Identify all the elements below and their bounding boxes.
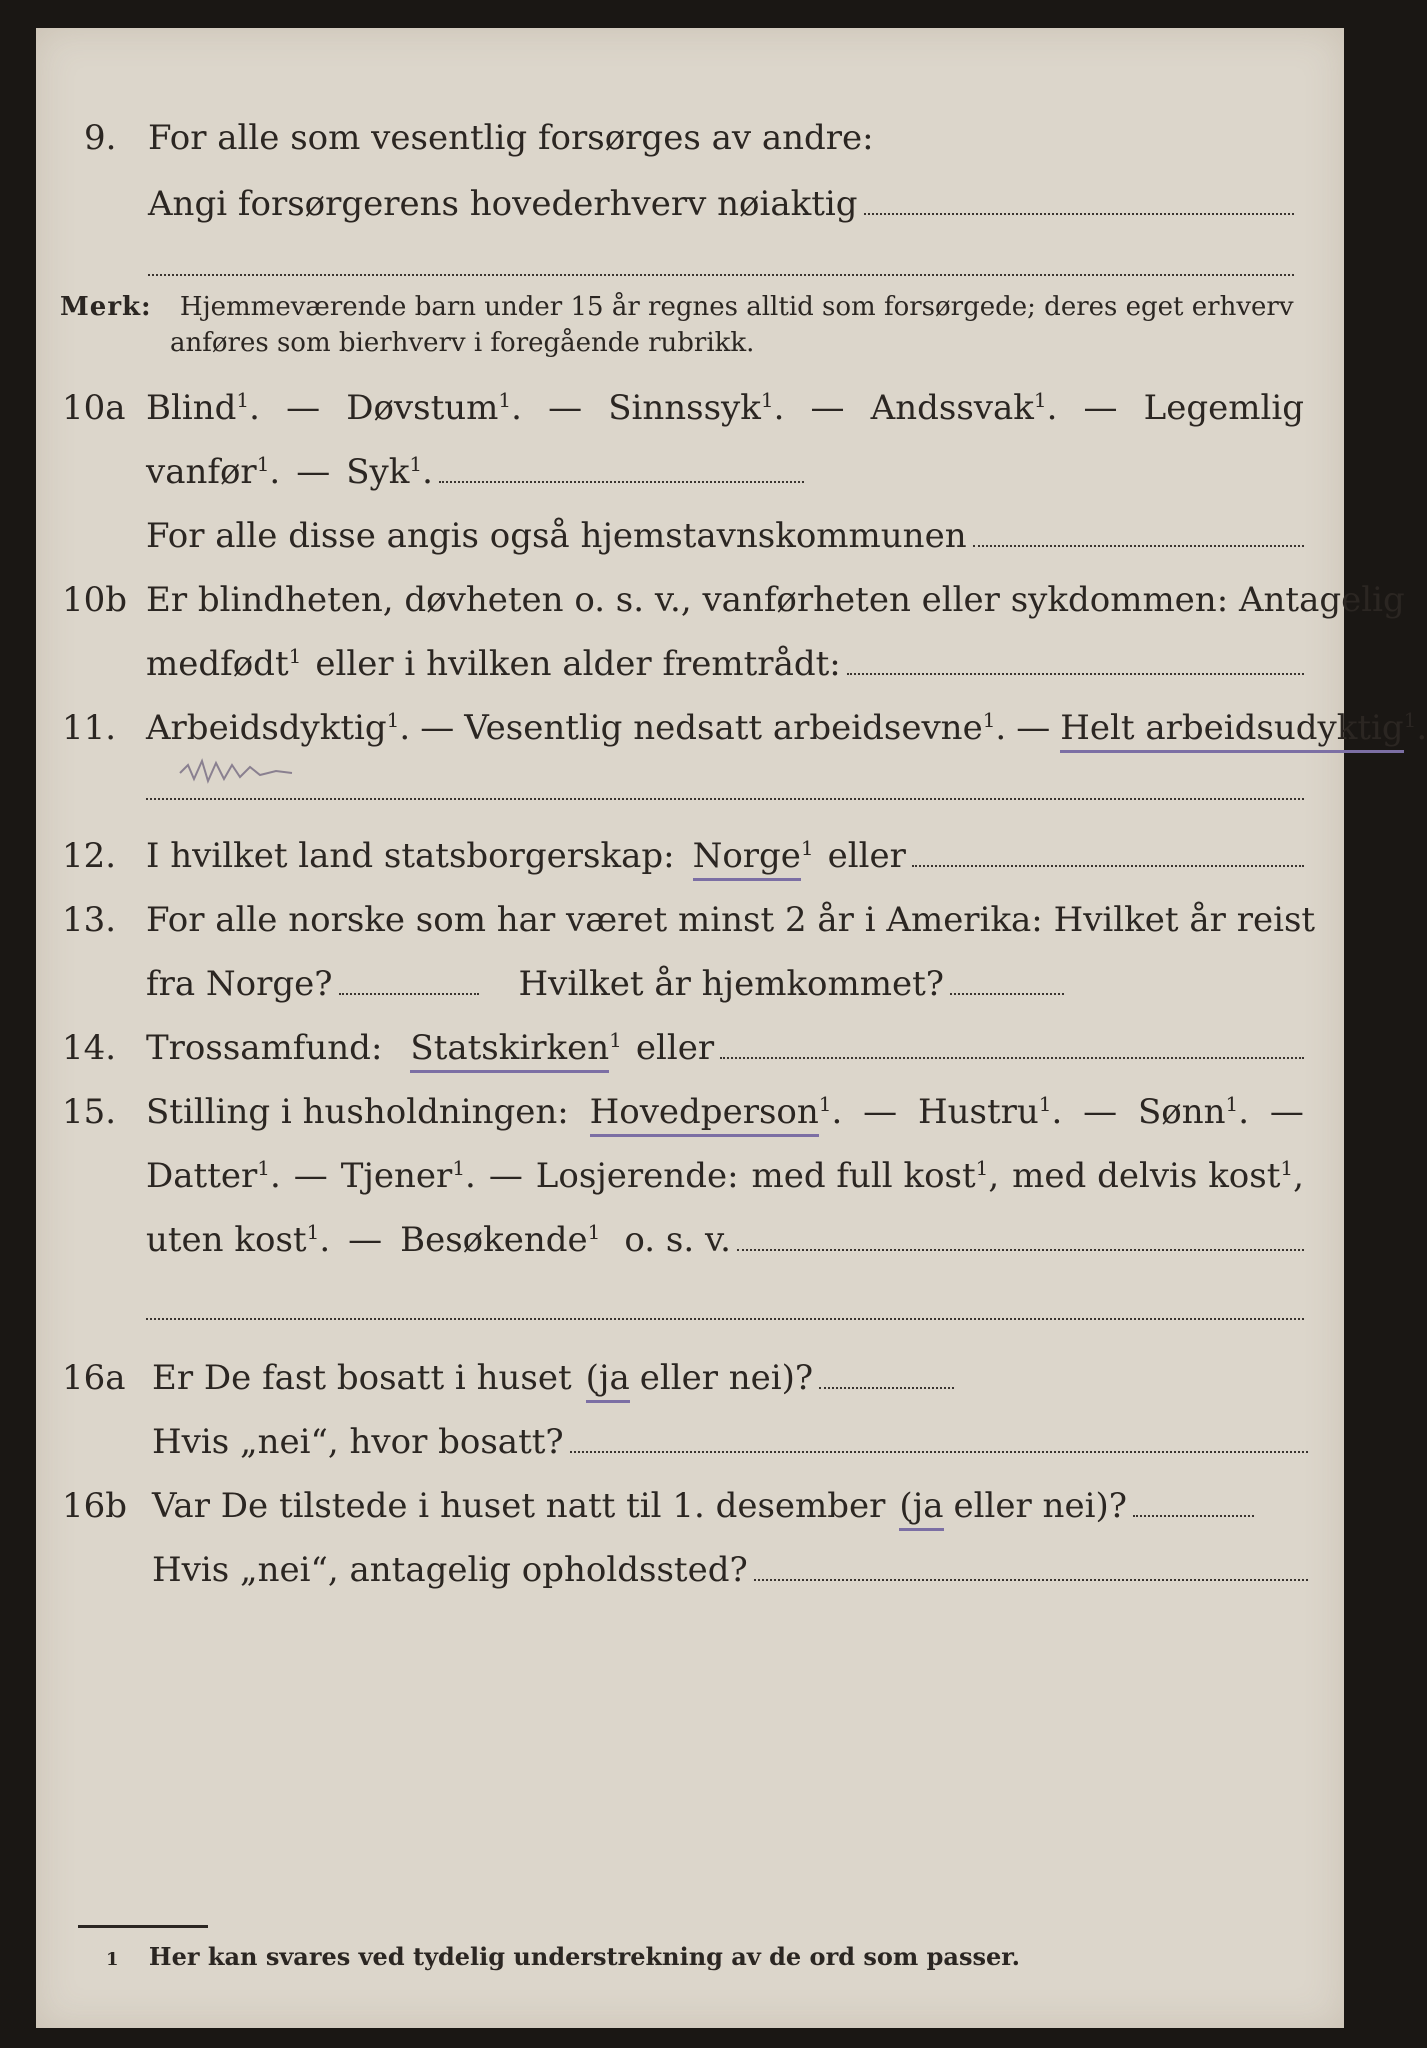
q14-text: Trossamfund: <box>146 1028 383 1068</box>
q14-opt-statskirken[interactable]: Statskirken <box>410 1028 609 1073</box>
merk-note-line2 <box>170 326 1304 360</box>
q9-answer-line2[interactable] <box>148 274 1294 276</box>
period: . <box>465 1156 476 1196</box>
footnote-ref: 1 <box>498 388 512 412</box>
footnote-ref: 1 <box>818 1092 832 1116</box>
footnote-ref: 1 <box>236 388 250 412</box>
q11-line1 <box>36 708 1427 748</box>
q11-opt-nedsatt[interactable]: Vesentlig nedsatt arbeidsevne <box>464 708 983 748</box>
q15-text: Stilling i husholdningen: <box>146 1092 569 1132</box>
q16b-line1 <box>36 1486 1344 1526</box>
q11-opt-arbeidsdyktig[interactable]: Arbeidsdyktig <box>146 708 387 748</box>
period: . <box>1416 708 1427 748</box>
footnote-ref: 1 <box>452 1156 466 1180</box>
q16a-text: Er De fast bosatt i huset <box>152 1358 572 1398</box>
q11-opt-helt-udyktig[interactable]: Helt arbeidsudyktig <box>1060 708 1403 753</box>
q13-line1 <box>36 900 1344 940</box>
merk-line2: anføres som bierhverv i foregående rubrikk. <box>170 328 755 358</box>
q16b-text: Var De tilstede i huset natt til 1. desember <box>152 1486 886 1526</box>
dash: — <box>1269 1092 1304 1132</box>
q10a-opt-legemlig[interactable]: Legemlig <box>1143 388 1304 428</box>
period: . <box>422 452 433 492</box>
q15-line1 <box>36 1092 1344 1132</box>
q12-number: 12. <box>62 836 117 876</box>
period: . <box>269 452 281 492</box>
q13-hjemkommet-field[interactable] <box>950 967 1064 995</box>
period: . <box>773 388 785 428</box>
q16a-opt-ja[interactable]: (ja <box>586 1358 630 1403</box>
q16b-opt-ja[interactable]: (ja <box>899 1486 943 1531</box>
q10b-alder-prompt: eller i hvilken alder fremtrådt: <box>315 644 841 684</box>
q9-number: 9. <box>84 118 117 158</box>
footnote-text: Her kan svares ved tydelig understrekning av de ord som passer. <box>148 1942 1021 1971</box>
period: . <box>399 708 411 748</box>
q16a-line1 <box>36 1358 1344 1398</box>
period: . <box>1046 388 1058 428</box>
q13-reist-field[interactable] <box>339 967 479 995</box>
period: . <box>1238 1092 1250 1132</box>
period: . <box>269 1156 281 1196</box>
q9-prompt: Angi forsørgerens hovederhverv nøiaktig <box>148 184 858 224</box>
footnote-ref: 1 <box>587 1220 601 1244</box>
period: . <box>995 708 1007 748</box>
q10b-line2 <box>36 644 1344 684</box>
q10a-syk-field[interactable] <box>439 455 804 483</box>
q9-line2 <box>36 184 1344 224</box>
q12-line <box>36 836 1344 876</box>
q16a-answer-field[interactable] <box>819 1361 954 1389</box>
q15-answer-line[interactable] <box>146 1318 1304 1320</box>
dash: — <box>1083 388 1118 428</box>
dash: — <box>488 1156 523 1196</box>
q16a-bosatt-field[interactable] <box>570 1425 1308 1453</box>
q15-opt-tjener[interactable]: Tjener <box>340 1156 453 1196</box>
q16b-line2 <box>36 1550 1344 1590</box>
q10b-number: 10b <box>62 580 128 620</box>
q10a-hjemstavn-prompt: For alle disse angis også hjemstavnskommunen <box>146 516 967 556</box>
footnote-ref: 1 <box>1280 1156 1294 1180</box>
q15-opt-datter[interactable]: Datter <box>146 1156 258 1196</box>
dash: — <box>548 388 583 428</box>
q15-opt-delvis-kost[interactable]: med delvis kost <box>1012 1156 1281 1196</box>
q10a-opt-sinnssyk[interactable]: Sinnssyk <box>608 388 761 428</box>
q16b-opholdssted-prompt: Hvis „nei“, antagelig opholdssted? <box>152 1550 748 1590</box>
dash: — <box>420 708 455 748</box>
q15-opt-losjerende: Losjerende: <box>535 1156 739 1196</box>
q15-osv: o. s. v. <box>624 1220 731 1260</box>
period: . <box>1051 1092 1063 1132</box>
footnote-ref: 1 <box>760 388 774 412</box>
q10a-line1 <box>36 388 1344 428</box>
q16b-number: 16b <box>62 1486 128 1526</box>
dash: — <box>1083 1092 1118 1132</box>
q14-trossamfund-field[interactable] <box>720 1031 1304 1059</box>
q12-land-field[interactable] <box>912 839 1304 867</box>
q16a-line2 <box>36 1422 1344 1462</box>
footnote-ref: 1 <box>1033 388 1047 412</box>
q10a-line2 <box>36 452 1344 492</box>
footnote-ref: 1 <box>257 1156 270 1180</box>
q10b-line1 <box>36 580 1405 620</box>
q11-number: 11. <box>62 708 117 748</box>
q10a-number: 10a <box>62 388 126 428</box>
q15-number: 15. <box>62 1092 117 1132</box>
q9-line1 <box>36 118 1344 158</box>
period: . <box>831 1092 843 1132</box>
q16b-opholdssted-field[interactable] <box>754 1553 1308 1581</box>
footnote-ref: 1 <box>975 1156 989 1180</box>
footnote-ref: 1 <box>288 644 302 668</box>
dash: — <box>1016 708 1051 748</box>
q13-reist-prompt: fra Norge? <box>146 964 333 1004</box>
q15-opt-besokende[interactable]: Besøkende <box>400 1220 588 1260</box>
footnote-ref: 1 <box>609 1028 622 1052</box>
q10b-opt-medfodt[interactable]: medfødt <box>146 644 289 684</box>
period: . <box>249 388 260 428</box>
merk-label: Merk: <box>60 292 152 322</box>
q10b-text: Er blindheten, døvheten o. s. v., vanførheten eller sykdommen: Antagelig <box>146 580 1405 620</box>
footnote-ref: 1 <box>800 836 814 860</box>
q10b-alder-field[interactable] <box>847 647 1304 675</box>
q16a-bosatt-prompt: Hvis „nei“, hvor bosatt? <box>152 1422 564 1462</box>
dash: — <box>348 1220 383 1260</box>
q11-answer-line[interactable] <box>146 798 1304 800</box>
q16b-eller-nei: eller nei)? <box>953 1486 1127 1526</box>
q10a-opt-syk[interactable]: Syk <box>346 452 410 492</box>
footnote-ref: 1 <box>306 1220 320 1244</box>
q9-answer-field[interactable] <box>864 187 1294 215</box>
q9-text: For alle som vesentlig forsørges av andre: <box>148 118 874 158</box>
q10a-line3 <box>36 516 1344 556</box>
q14-number: 14. <box>62 1028 117 1068</box>
q15-line2: Datter$^1$. — Tjener$^1$. — Losjerende: med full kost$^1$, med delvis kost$^1$, <box>146 1156 1304 1196</box>
footnote-ref: 1 <box>982 708 996 732</box>
footnote-rule <box>78 1925 208 1928</box>
q15-line3 <box>36 1220 1344 1260</box>
footnote-ref: 1 <box>256 452 270 476</box>
q15-opt-hustru[interactable]: Hustru <box>917 1092 1039 1132</box>
q10a-opt-blind[interactable]: Blind <box>146 388 237 428</box>
q12-text: I hvilket land statsborgerskap: <box>146 836 675 876</box>
q10a-hjemstavn-field[interactable] <box>973 519 1304 547</box>
pencil-scribble-mark <box>176 753 296 789</box>
footnote-ref: 1 <box>1038 1092 1052 1116</box>
q15-stilling-field[interactable] <box>737 1223 1304 1251</box>
merk-note <box>60 290 1304 324</box>
q16a-eller-nei: eller nei)? <box>639 1358 814 1398</box>
q13-hjemkommet-prompt: Hvilket år hjemkommet? <box>518 964 945 1004</box>
q13-line2 <box>36 964 1344 1004</box>
census-form-page <box>36 28 1427 2028</box>
q14-line <box>36 1028 1344 1068</box>
q15-opt-hovedperson[interactable]: Hovedperson <box>590 1092 819 1137</box>
dash: — <box>293 1156 328 1196</box>
dash: — <box>810 388 845 428</box>
q10a-opt-dovstum[interactable]: Døvstum <box>346 388 499 428</box>
q13-number: 13. <box>62 900 117 940</box>
footnote-ref: 1 <box>1403 708 1417 732</box>
q15-opt-sonn[interactable]: Sønn <box>1137 1092 1226 1132</box>
q15-opt-uten-kost[interactable]: uten kost <box>146 1220 307 1260</box>
footnote-ref: 1 <box>386 708 400 732</box>
footnote-ref: 1 <box>1225 1092 1239 1116</box>
q15-opt-full-kost[interactable]: med full kost <box>751 1156 976 1196</box>
q14-eller: eller <box>635 1028 715 1068</box>
q16b-answer-field[interactable] <box>1133 1489 1254 1517</box>
period: . <box>319 1220 331 1260</box>
period: . <box>511 388 522 428</box>
q12-eller: eller <box>827 836 906 876</box>
q16a-number: 16a <box>62 1358 126 1398</box>
footnote-mark: 1 <box>106 1949 119 1970</box>
q10a-opt-vanfor[interactable]: vanfør <box>146 452 257 492</box>
footnote <box>106 1942 1020 1971</box>
footnote-ref: 1 <box>409 452 423 476</box>
dash: — <box>296 452 331 492</box>
dash: — <box>863 1092 898 1132</box>
q12-opt-norge[interactable]: Norge <box>693 836 801 881</box>
q13-text: For alle norske som har været minst 2 år i Amerika: Hvilket år reist <box>146 900 1316 940</box>
dash: — <box>286 388 321 428</box>
merk-line1: Hjemmeværende barn under 15 år regnes alltid som forsørgede; deres eget erhverv <box>179 292 1294 322</box>
q10a-opt-andssvak[interactable]: Andssvak <box>870 388 1034 428</box>
